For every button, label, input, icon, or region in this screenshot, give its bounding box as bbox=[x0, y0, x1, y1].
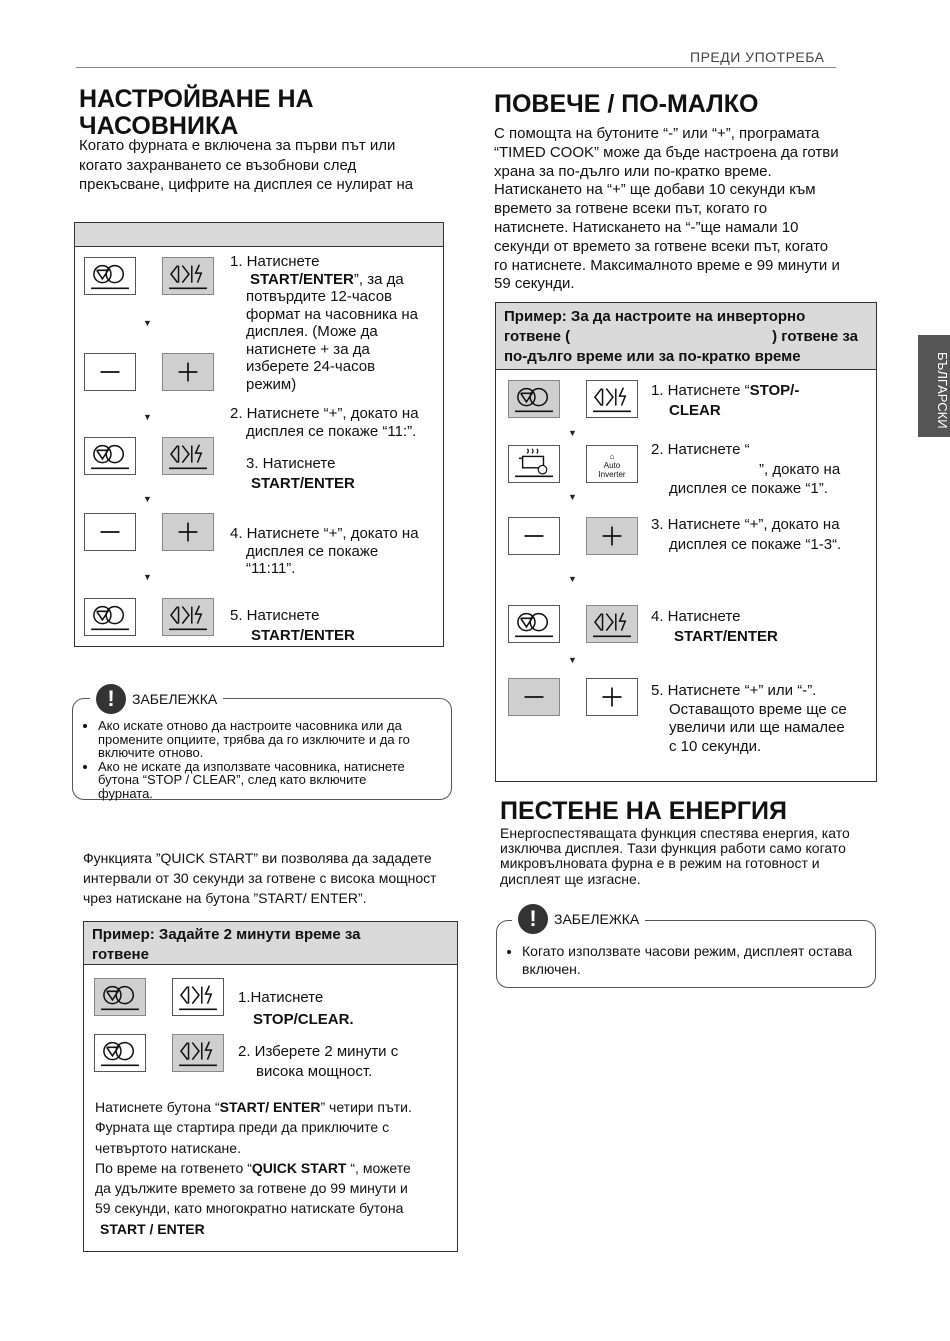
stop-clear-button[interactable] bbox=[508, 605, 560, 643]
auto-label: Auto bbox=[603, 461, 621, 470]
stop-clear-icon bbox=[509, 381, 559, 417]
key-label: START/ENTER bbox=[251, 626, 355, 644]
key-label: START/ENTER bbox=[250, 270, 354, 288]
step-text: режим) bbox=[246, 375, 297, 393]
note-heading bbox=[512, 904, 645, 934]
step-text: висока мощност. bbox=[256, 1063, 373, 1080]
step-text: дисплея се покаже bbox=[246, 542, 379, 560]
box-title: по-дълго време или за по-кратко време bbox=[504, 348, 801, 365]
plus-button[interactable] bbox=[162, 513, 214, 551]
plus-icon bbox=[163, 354, 213, 390]
paragraph-line: изключва дисплея. Тази функция работи само когато bbox=[500, 840, 846, 857]
start-enter-button[interactable] bbox=[162, 598, 214, 636]
minus-icon bbox=[509, 679, 559, 715]
start-enter-button[interactable] bbox=[162, 437, 214, 475]
timer-pot-icon bbox=[509, 446, 559, 482]
energy-title: ПЕСТЕНЕ НА ЕНЕРГИЯ bbox=[500, 797, 787, 825]
clock-step-1 bbox=[230, 253, 418, 393]
start-enter-icon bbox=[173, 979, 223, 1015]
stop-clear-icon bbox=[85, 599, 135, 635]
quick-intro bbox=[83, 848, 437, 908]
quick-line: Натиснете бутона “START/ ENTER” четири пъти. bbox=[95, 1099, 412, 1115]
minus-icon bbox=[85, 514, 135, 550]
step-text: 4. Натиснете bbox=[651, 608, 741, 625]
quick-intro-line: интервали от 30 секунди за готвене с висока мощност bbox=[83, 870, 437, 886]
step-text: натиснете + за да bbox=[246, 340, 370, 358]
exclamation-icon: ! bbox=[96, 684, 126, 714]
key-label: STOP/CLEAR. bbox=[253, 1011, 354, 1028]
stop-clear-icon bbox=[509, 606, 559, 642]
minus-button[interactable] bbox=[508, 678, 560, 716]
arrow-down-icon: ▼ bbox=[143, 318, 152, 328]
stop-clear-button[interactable] bbox=[94, 1034, 146, 1072]
paragraph-line: го натиснете. Максималното време е 99 минути и bbox=[494, 256, 840, 274]
clock-title-line2: ЧАСОВНИКА bbox=[79, 112, 239, 140]
more-less-step-3 bbox=[651, 515, 841, 554]
clock-intro-line: Когато фурната е включена за първи път или bbox=[79, 137, 396, 154]
more-less-step-5 bbox=[651, 682, 847, 756]
quick-step-2 bbox=[238, 1042, 398, 1082]
step-text: 1. Натиснете “ bbox=[651, 382, 750, 399]
step-text: изберете 24-часов bbox=[246, 358, 376, 375]
more-less-box-header bbox=[496, 303, 876, 370]
note-item: • Ако не искате да използвате часовника, натиснете бутона “STOP / CLEAR”, след като включите фурната. bbox=[98, 760, 441, 801]
key-label: CLEAR bbox=[669, 401, 721, 419]
arrow-down-icon: ▼ bbox=[143, 572, 152, 582]
more-less-step-1 bbox=[651, 381, 799, 420]
paragraph-line: 59 секунди. bbox=[494, 275, 575, 293]
paragraph-line: натиснете. Натискането на “-”ще намали 10 bbox=[494, 218, 799, 236]
step-text: 5. Натиснете bbox=[230, 607, 320, 624]
plus-button[interactable] bbox=[586, 517, 638, 555]
clock-step-5 bbox=[230, 607, 355, 644]
stop-clear-button[interactable] bbox=[508, 380, 560, 418]
start-enter-icon bbox=[173, 1035, 223, 1071]
start-enter-icon bbox=[587, 381, 637, 417]
stop-clear-button[interactable] bbox=[84, 257, 136, 295]
step-text: 5. Натиснете “+” или “-”. bbox=[651, 682, 817, 699]
clock-intro-line: прекъсване, цифрите на дисплея се нулират на bbox=[79, 176, 414, 193]
paragraph-line: времето за готвене всеки път, когато го bbox=[494, 200, 768, 218]
quick-intro-line: чрез натискане на бутона ”START/ ENTER”. bbox=[83, 890, 367, 906]
quick-paragraph bbox=[95, 1097, 412, 1239]
key-label: START/ENTER bbox=[251, 474, 355, 492]
arrow-down-icon: ▼ bbox=[143, 494, 152, 504]
arrow-down-icon: ▼ bbox=[568, 492, 577, 502]
box-title: Пример: За да настроите на инверторно bbox=[504, 308, 806, 325]
paragraph-line: микровълновата фурна е в режим на готовност и bbox=[500, 855, 820, 872]
plus-icon bbox=[587, 679, 637, 715]
quick-line: да удължите времето за готвене до 99 минути и bbox=[95, 1180, 408, 1197]
step-text: 2. Натиснете “+”, докато на bbox=[230, 405, 419, 422]
note-item: • Когато използвате часови режим, дисплеят остава включен. bbox=[522, 942, 870, 978]
key-label: START/ENTER bbox=[674, 627, 778, 645]
step-text: ”, докато на bbox=[759, 460, 841, 478]
key-label: START / ENTER bbox=[100, 1220, 205, 1237]
more-less-step-2 bbox=[651, 440, 840, 499]
exclamation-icon: ! bbox=[518, 904, 548, 934]
stop-clear-icon bbox=[95, 979, 145, 1015]
paragraph-line: секунди от времето за готвене всеки път, когато bbox=[494, 237, 829, 255]
start-enter-button[interactable] bbox=[172, 978, 224, 1016]
quick-line: По време на готвенето “QUICK START “, можете bbox=[95, 1159, 411, 1176]
clock-intro-line: когато захранването се възобнови след bbox=[79, 156, 357, 174]
step-text: 4. Натиснете “+”, докато на bbox=[230, 525, 419, 542]
step-text: формат на часовника на bbox=[246, 305, 419, 323]
clock-title-line1: НАСТРОЙВАНЕ НА bbox=[79, 85, 314, 113]
quick-line: четвъртото натискане. bbox=[95, 1139, 241, 1156]
box-title: Пример: Задайте 2 минути време за bbox=[92, 926, 361, 943]
step-text: 1.Натиснете bbox=[238, 989, 324, 1006]
section-header: ПРЕДИ УПОТРЕБА bbox=[690, 49, 825, 65]
plus-button[interactable] bbox=[586, 678, 638, 716]
stop-clear-button[interactable] bbox=[84, 598, 136, 636]
clock-intro bbox=[79, 136, 413, 195]
box-title: готвене bbox=[92, 946, 149, 963]
quick-box-header bbox=[84, 922, 457, 965]
step-text: дисплея. (Може да bbox=[246, 323, 378, 340]
quick-step-1 bbox=[238, 987, 354, 1031]
step-text: дисплея се покаже “1-3“. bbox=[669, 535, 842, 553]
auto-inverter-button[interactable] bbox=[586, 445, 638, 483]
paragraph-line: дисплеят ще изгасне. bbox=[500, 870, 641, 887]
step-text: ”, за да bbox=[353, 270, 404, 288]
note-list bbox=[86, 719, 441, 800]
step-text: увеличи или ще намалее bbox=[669, 719, 845, 736]
step-text bbox=[230, 271, 418, 289]
start-enter-icon bbox=[163, 599, 213, 635]
step-text: 2. Изберете 2 минути с bbox=[238, 1043, 399, 1060]
clock-step-4 bbox=[230, 525, 419, 578]
step-text: дисплея се покаже “1”. bbox=[669, 480, 828, 497]
step-text: с 10 секунди. bbox=[669, 737, 762, 755]
step-text: Оставащото време ще се bbox=[669, 700, 847, 718]
start-enter-button[interactable] bbox=[586, 380, 638, 418]
start-enter-button[interactable] bbox=[162, 257, 214, 295]
more-less-paragraph bbox=[494, 125, 840, 294]
pot-icon: ⌂ bbox=[609, 452, 615, 461]
plus-button[interactable] bbox=[162, 353, 214, 391]
start-enter-icon bbox=[163, 258, 213, 294]
paragraph-line: “TIMED COOK” може да бъде настроена да готви bbox=[494, 143, 839, 161]
timer-cook-button[interactable] bbox=[508, 445, 560, 483]
plus-icon bbox=[163, 514, 213, 550]
start-enter-icon bbox=[587, 606, 637, 642]
minus-icon bbox=[509, 518, 559, 554]
language-tab: БЪЛГАРСКИ bbox=[918, 335, 950, 437]
step-text: 1. Натиснете bbox=[230, 253, 320, 270]
start-enter-icon bbox=[163, 438, 213, 474]
box-title: готвене ( ) готвене за bbox=[504, 328, 858, 345]
clock-section bbox=[79, 86, 314, 140]
paragraph-line: Енергоспестяващата функция спестява енергия, като bbox=[500, 825, 850, 841]
more-less-step-4 bbox=[651, 607, 778, 646]
clock-box-header bbox=[75, 223, 443, 247]
paragraph-line: С помощта на бутоните “-” или “+”, програмата bbox=[494, 125, 820, 142]
note-list bbox=[510, 942, 870, 978]
stop-clear-icon bbox=[95, 1035, 145, 1071]
quick-intro-line: Функцията ”QUICK START” ви позволява да зададете bbox=[83, 850, 432, 866]
step-text: “11:11”. bbox=[246, 560, 296, 577]
key-label: START/ ENTER bbox=[219, 1099, 321, 1115]
arrow-down-icon: ▼ bbox=[568, 574, 577, 584]
arrow-down-icon: ▼ bbox=[568, 428, 577, 438]
inverter-label: Inverter bbox=[598, 470, 626, 479]
clock-step-2 bbox=[230, 405, 419, 440]
minus-icon bbox=[85, 354, 135, 390]
quick-line: Фурната ще стартира преди да приключите с bbox=[95, 1119, 390, 1136]
step-text: дисплея се покаже “11:”. bbox=[246, 422, 417, 440]
note-title: ЗАБЕЛЕЖКА bbox=[554, 911, 640, 927]
plus-icon bbox=[587, 518, 637, 554]
note-item: • Ако искате отново да настроите часовника или да промените опциите, трябва да го изключите и да го включите отново. bbox=[98, 719, 441, 760]
energy-paragraph bbox=[500, 826, 850, 887]
quick-line: 59 секунди, като многократно натискате бутона bbox=[95, 1200, 404, 1217]
stop-clear-button[interactable] bbox=[84, 437, 136, 475]
paragraph-line: храна за по-дълго или по-кратко време. bbox=[494, 162, 772, 180]
paragraph-line: Натискането на “+” ще добави 10 секунди към bbox=[494, 181, 816, 199]
step-text: потвърдите 12-часов bbox=[246, 288, 393, 305]
start-enter-button[interactable] bbox=[172, 1034, 224, 1072]
more-less-title: ПОВЕЧЕ / ПО-МАЛКО bbox=[494, 90, 759, 118]
stop-clear-icon bbox=[85, 258, 135, 294]
key-label: STOP/- bbox=[749, 382, 800, 399]
step-text: 2. Натиснете “ bbox=[651, 441, 750, 458]
start-enter-button[interactable] bbox=[586, 605, 638, 643]
clock-step-3 bbox=[246, 455, 355, 492]
key-label: QUICK START bbox=[251, 1159, 347, 1176]
arrow-down-icon: ▼ bbox=[143, 412, 152, 422]
note-title: ЗАБЕЛЕЖКА bbox=[132, 691, 218, 707]
stop-clear-button[interactable] bbox=[94, 978, 146, 1016]
step-text: 3. Натиснете “+”, докато на bbox=[651, 516, 840, 533]
header-rule bbox=[76, 67, 836, 68]
minus-button[interactable] bbox=[508, 517, 560, 555]
note-heading bbox=[90, 684, 223, 714]
minus-button[interactable] bbox=[84, 513, 136, 551]
step-text: 3. Натиснете bbox=[246, 455, 336, 472]
stop-clear-icon bbox=[85, 438, 135, 474]
minus-button[interactable] bbox=[84, 353, 136, 391]
arrow-down-icon: ▼ bbox=[568, 655, 577, 665]
